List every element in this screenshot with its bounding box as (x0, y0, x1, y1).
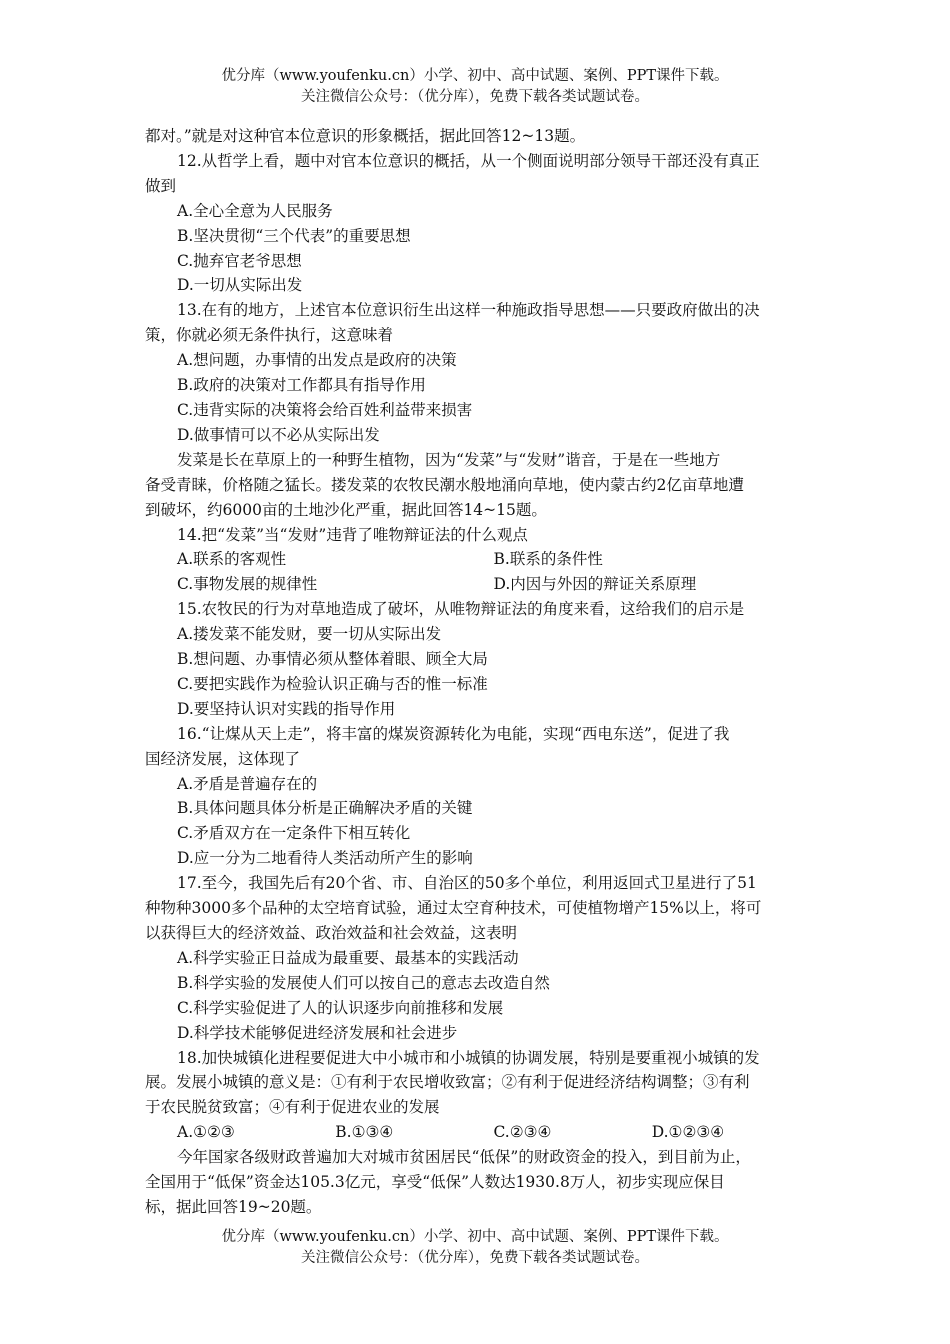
q13-stem-1: 13.在有的地方，上述官本位意识衍生出这样一种施政指导思想——只要政府做出的决 (177, 301, 760, 320)
question-14 (145, 523, 810, 598)
question-16 (145, 722, 810, 871)
footer-line-1: 优分库（www.youfenku.cn）小学、初中、高中试题、案例、PPT课件下载。 (221, 1229, 729, 1245)
question-17 (145, 871, 810, 1045)
q14-stem: 14.把“发菜”当“发财”违背了唯物辩证法的什么观点 (177, 525, 528, 544)
q17-option-d: D.科学技术能够促进经济发展和社会进步 (177, 1023, 458, 1042)
q17-option-c: C.科学实验促进了人的认识逐步向前推移和发展 (177, 998, 504, 1017)
passage-facai-line-2: 备受青睐，价格随之猛长。搂发菜的农牧民潮水般地涌向草地，使内蒙古约2亿亩草地遭 (145, 475, 744, 494)
q12-stem-2: 做到 (145, 176, 177, 195)
question-12 (145, 149, 810, 298)
q15-option-b: B.想问题、办事情必须从整体着眼、顾全大局 (177, 650, 488, 669)
passage-dibao (145, 1145, 810, 1220)
q12-option-d: D.一切从实际出发 (177, 276, 303, 295)
q15-option-c: C.要把实践作为检验认识正确与否的惟一标准 (177, 674, 488, 693)
passage-dibao-line-3: 标，据此回答19~20题。 (145, 1197, 322, 1216)
q13-stem-2: 策，你就必须无条件执行，这意味着 (145, 326, 394, 345)
q13-option-d: D.做事情可以不必从实际出发 (177, 425, 380, 444)
q14-option-d: D.内因与外因的辩证关系原理 (493, 575, 697, 594)
q18-option-d: D.①②③④ (651, 1123, 725, 1142)
page-footer (0, 1227, 950, 1269)
q18-stem-1: 18.加快城镇化进程要促进大中小城市和小城镇的协调发展，特别是要重视小城镇的发 (177, 1048, 760, 1067)
passage-dibao-line-2: 全国用于“低保”资金达105.3亿元，享受“低保”人数达1930.8万人，初步实现应保目 (145, 1173, 725, 1192)
q16-option-c: C.矛盾双方在一定条件下相互转化 (177, 824, 411, 843)
q14-options-row-2 (145, 572, 810, 597)
q15-option-a: A.搂发菜不能发财，要一切从实际出发 (177, 625, 442, 644)
q17-stem-2: 种物种3000多个品种的太空培育试验，通过太空育种技术，可使植物增产15%以上，将可 (145, 899, 762, 918)
q16-option-b: B.具体问题具体分析是正确解决矛盾的关键 (177, 799, 473, 818)
document-body (145, 124, 810, 1220)
q17-option-b: B.科学实验的发展使人们可以按自己的意志去改造自然 (177, 973, 550, 992)
passage-dibao-line-1: 今年国家各级财政普遍加大对城市贫困居民“低保”的财政资金的投入，到目前为止， (177, 1148, 751, 1167)
q16-stem-2: 国经济发展，这体现了 (145, 749, 301, 768)
q13-option-b: B.政府的决策对工作都具有指导作用 (177, 376, 426, 395)
question-13 (145, 298, 810, 447)
q15-option-d: D.要坚持认识对实践的指导作用 (177, 699, 396, 718)
q14-option-b: B.联系的条件性 (493, 550, 603, 569)
q16-stem-1: 16.“让煤从天上走”，将丰富的煤炭资源转化为电能，实现“西电东送”，促进了我 (177, 724, 730, 743)
q17-option-a: A.科学实验正日益成为最重要、最基本的实践活动 (177, 948, 519, 967)
q18-option-c: C.②③④ (493, 1123, 552, 1142)
question-15 (145, 597, 810, 722)
q12-option-c: C.抛弃官老爷思想 (177, 251, 302, 270)
q18-stem-2: 展。发展小城镇的意义是：①有利于农民增收致富；②有利于促进经济结构调整；③有利 (145, 1073, 750, 1092)
q18-option-b: B.①③④ (335, 1123, 394, 1142)
q14-option-c: C.事物发展的规律性 (177, 575, 318, 594)
q18-option-a: A.①②③ (177, 1123, 235, 1142)
passage-facai (145, 448, 810, 523)
intro-tail: 都对。”就是对这种官本位意识的形象概括，据此回答12~13题。 (145, 127, 586, 145)
header-line-1: 优分库（www.youfenku.cn）小学、初中、高中试题、案例、PPT课件下载。 (221, 68, 729, 84)
q13-option-a: A.想问题，办事情的出发点是政府的决策 (177, 351, 457, 370)
q15-stem: 15.农牧民的行为对草地造成了破坏，从唯物辩证法的角度来看，这给我们的启示是 (177, 600, 745, 619)
q12-option-a: A.全心全意为人民服务 (177, 201, 333, 220)
page-header (0, 66, 950, 108)
q18-stem-3: 于农民脱贫致富；④有利于促进农业的发展 (145, 1098, 440, 1117)
q12-stem-1: 12.从哲学上看，题中对官本位意识的概括，从一个侧面说明部分领导干部还没有真正 (177, 151, 760, 170)
q14-options-row-1 (145, 547, 810, 572)
passage-facai-line-1: 发菜是长在草原上的一种野生植物，因为“发菜”与“发财”谐音，于是在一些地方 (177, 450, 721, 469)
footer-line-2: 关注微信公众号：（优分库），免费下载各类试题试卷。 (301, 1250, 649, 1266)
header-line-2: 关注微信公众号：（优分库），免费下载各类试题试卷。 (301, 89, 649, 105)
q17-stem-1: 17.至今，我国先后有20个省、市、自治区的50多个单位，利用返回式卫星进行了51 (177, 874, 757, 893)
q18-options-row (145, 1120, 810, 1145)
q12-option-b: B.坚决贯彻“三个代表”的重要思想 (177, 226, 411, 245)
passage-facai-line-3: 到破坏，约6000亩的土地沙化严重，据此回答14~15题。 (145, 500, 547, 519)
q13-option-c: C.违背实际的决策将会给百姓利益带来损害 (177, 400, 473, 419)
q14-option-a: A.联系的客观性 (177, 550, 287, 569)
q16-option-a: A.矛盾是普遍存在的 (177, 774, 318, 793)
question-18 (145, 1046, 810, 1146)
q17-stem-3: 以获得巨大的经济效益、政治效益和社会效益，这表明 (145, 924, 518, 942)
q16-option-d: D.应一分为二地看待人类活动所产生的影响 (177, 849, 473, 868)
